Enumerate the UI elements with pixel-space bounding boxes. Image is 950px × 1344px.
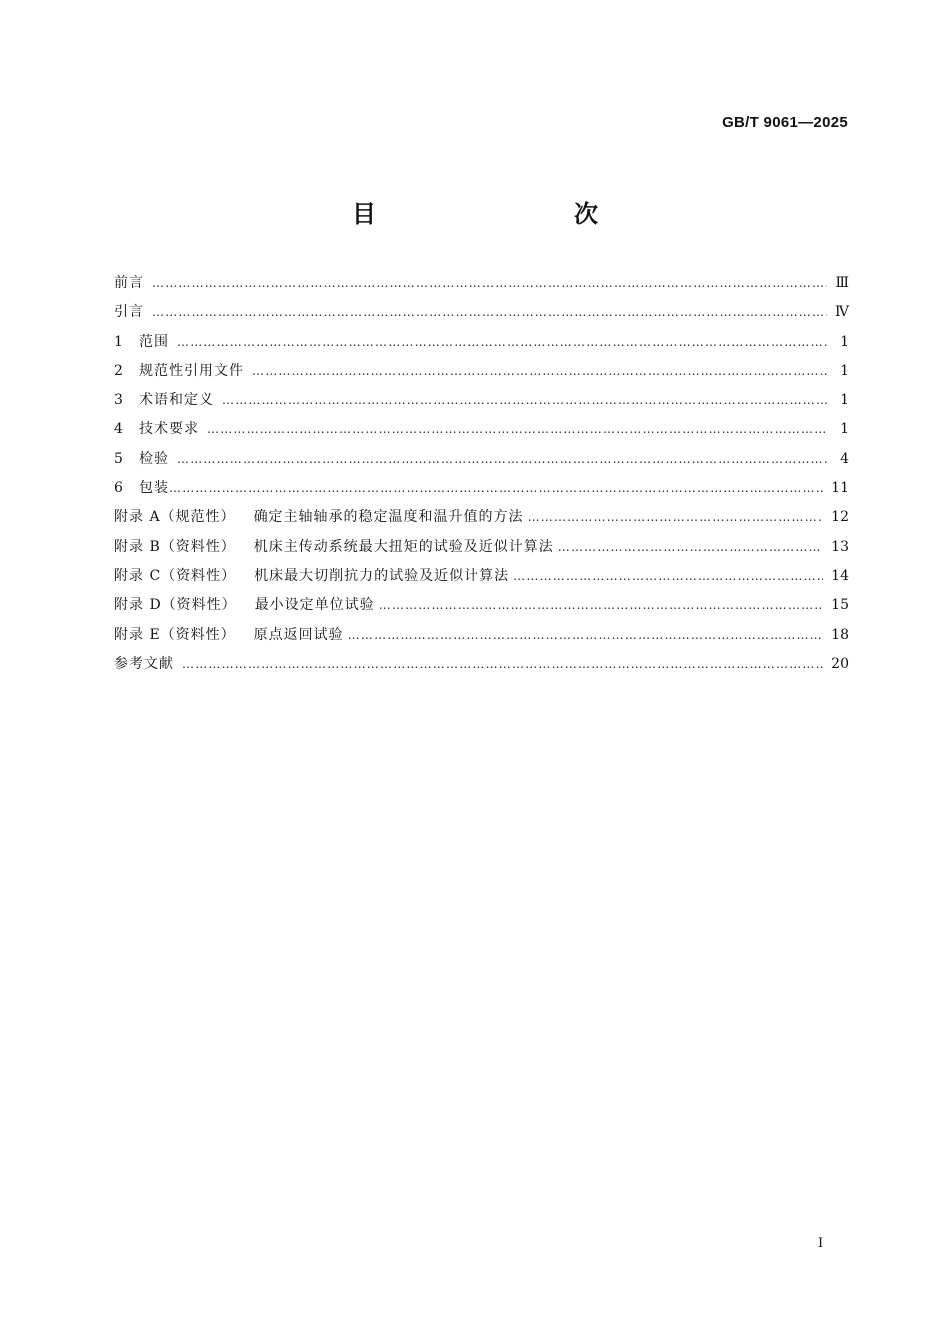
toc-dot-leader [177,335,827,349]
toc-entry-label: 参考文献 [114,655,174,672]
toc-entry-number: 5 [114,450,123,467]
toc-entry-page: Ⅲ [835,275,849,291]
toc-entry-1[interactable] [114,331,849,360]
standard-code: GB/T 9061—2025 [722,114,848,131]
toc-entry-bibliography[interactable] [114,653,849,682]
toc-dot-leader [379,598,823,612]
toc-entry-number: 6 [114,480,123,497]
toc-entry-foreword[interactable] [114,272,849,301]
toc-dot-leader [169,481,823,495]
toc-annex-title: 机床主传动系统最大扭矩的试验及近似计算法 [253,538,554,555]
toc-dot-leader [152,305,827,319]
toc-entry-page: 11 [831,480,849,497]
page-title: 目 次 [352,200,648,228]
toc-entry-6[interactable] [114,477,849,506]
toc-entry-number: 2 [114,362,123,379]
toc-entry-number: 3 [114,392,123,409]
toc-annex-title: 确定主轴轴承的稳定温度和温升值的方法 [253,509,524,526]
toc-entry-label: 包装 [139,480,169,497]
table-of-contents [114,272,849,682]
toc-entry-label: 技术要求 [139,421,199,438]
toc-entry-page: 1 [840,392,849,409]
toc-entry-annex-c[interactable] [114,565,849,594]
toc-entry-page: 14 [831,567,849,584]
toc-entry-page: 4 [840,450,849,467]
toc-dot-leader [152,276,827,290]
toc-entry-5[interactable] [114,448,849,477]
toc-entry-annex-d[interactable] [114,594,849,623]
toc-entry-4[interactable] [114,418,849,447]
toc-dot-leader [222,393,827,407]
toc-annex-label: 附录 D（资料性） [114,597,237,614]
toc-annex-label: 附录 E（资料性） [114,626,236,643]
toc-dot-leader [513,569,823,583]
toc-entry-label: 术语和定义 [139,392,214,409]
toc-dot-leader [558,540,823,554]
toc-annex-label: 附录 B（资料性） [114,538,236,555]
toc-entry-label: 前言 [114,275,144,291]
toc-entry-page: 18 [831,626,849,643]
toc-dot-leader [348,628,824,642]
toc-dot-leader [528,510,824,524]
toc-entry-label: 引言 [114,304,144,321]
toc-entry-annex-b[interactable] [114,536,849,565]
toc-dot-leader [177,452,827,466]
toc-entry-annex-e[interactable] [114,624,849,653]
toc-entry-page: 12 [831,509,849,526]
toc-entry-page: 15 [831,597,849,614]
page-number: Ⅰ [818,1236,824,1251]
toc-entry-label: 范围 [139,333,169,350]
toc-annex-title: 原点返回试验 [253,626,344,643]
toc-dot-leader [207,422,827,436]
toc-entry-3[interactable] [114,389,849,418]
toc-entry-number: 4 [114,421,123,438]
toc-entry-page: 13 [831,538,849,555]
toc-entry-annex-a[interactable] [114,506,849,535]
toc-entry-number: 1 [114,333,123,350]
toc-entry-2[interactable] [114,360,849,389]
toc-entry-page: 1 [840,421,849,438]
toc-entry-label: 规范性引用文件 [139,362,244,379]
toc-annex-label: 附录 A（规范性） [114,509,236,526]
toc-dot-leader [182,657,823,671]
toc-annex-title: 最小设定单位试验 [254,597,375,614]
toc-annex-title: 机床最大切削抗力的试验及近似计算法 [254,567,510,584]
toc-entry-page: 20 [831,655,849,672]
toc-entry-label: 检验 [139,450,169,467]
toc-dot-leader [252,364,827,378]
toc-entry-page: 1 [840,362,849,379]
toc-entry-page: Ⅳ [835,304,849,321]
toc-annex-label: 附录 C（资料性） [114,567,237,584]
toc-entry-introduction[interactable] [114,301,849,330]
toc-entry-page: 1 [840,333,849,350]
